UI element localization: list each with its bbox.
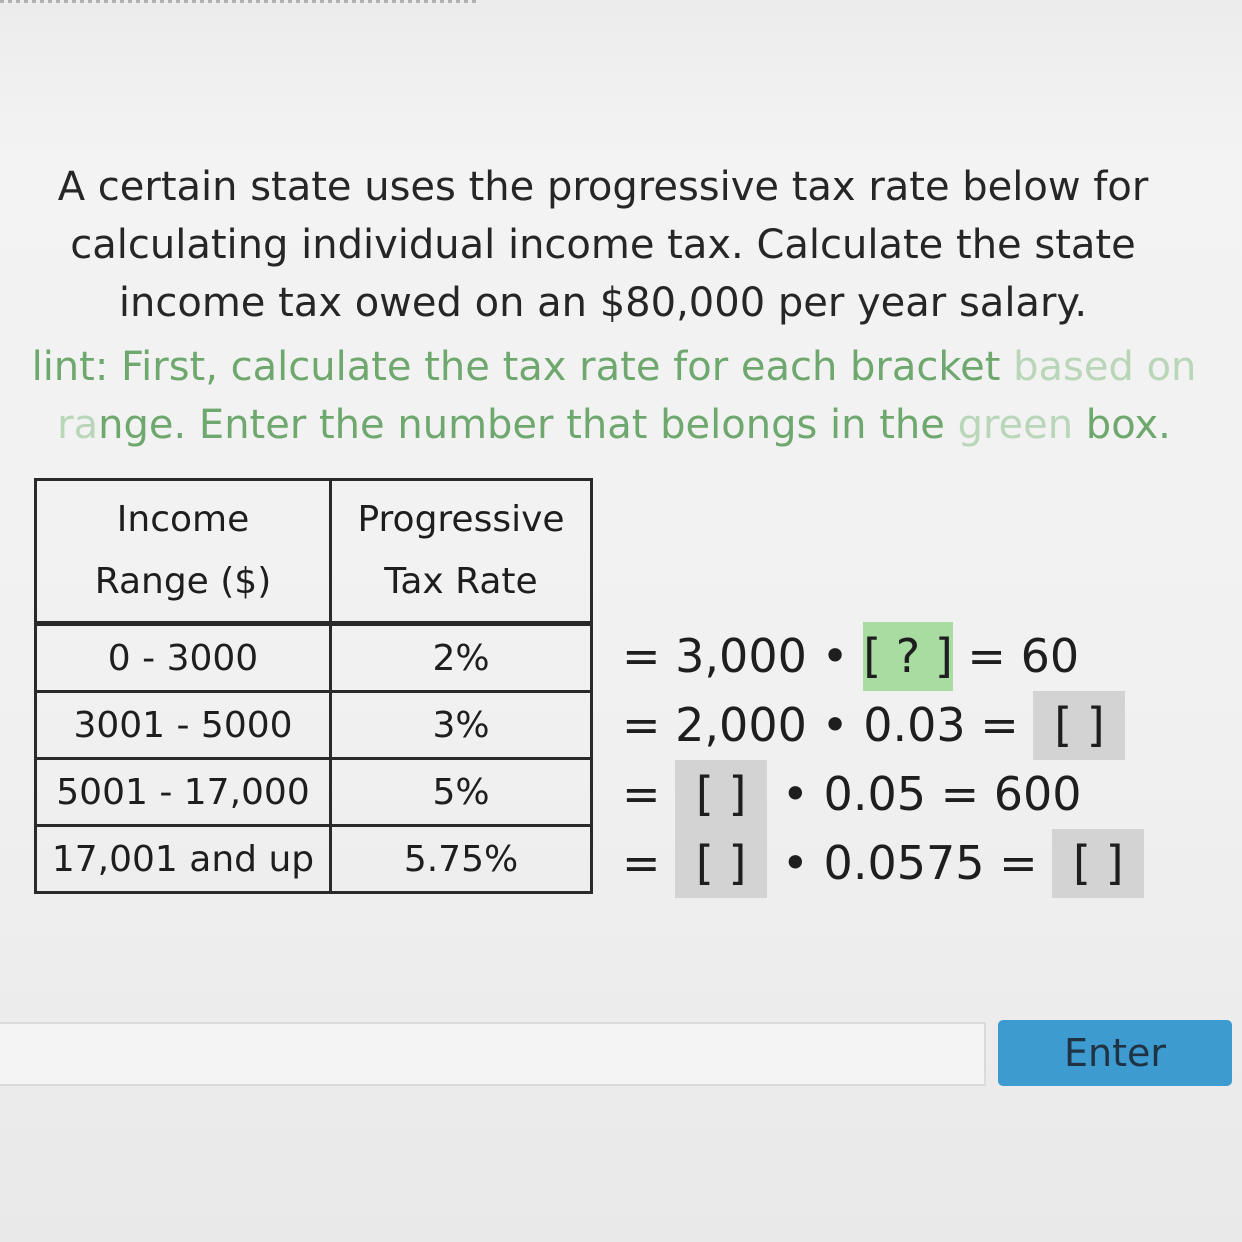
gray-blank-box: [ ] [1033,691,1125,760]
table-header-row [36,480,592,624]
equation-4-prefix: = [622,836,676,890]
enter-button[interactable]: Enter [998,1020,1232,1086]
tax-rate-header-line-1: Progressive [357,499,565,540]
hint-line-2 [0,396,1242,454]
equation-line-2 [622,691,1144,760]
tax-rate-header [331,480,592,624]
hint-line-2-text: nge. Enter the number that belongs in the [98,402,958,448]
income-range-header-line-2: Range ($) [94,561,272,602]
income-range-header-line-1: Income [116,499,250,540]
income-range-cell: 3001 - 5000 [36,692,331,759]
gray-blank-box: [ ] [675,760,767,829]
equation-list [622,622,1144,898]
hint-line-1 [0,338,1242,396]
table-row [36,624,592,692]
table-row [36,826,592,893]
tax-rate-cell: 5.75% [331,826,592,893]
income-range-cell: 17,001 and up [36,826,331,893]
equation-3-suffix: • 0.05 = 600 [767,767,1082,821]
tax-rate-header-line-2: Tax Rate [384,561,538,602]
answer-input[interactable] [0,1022,986,1086]
hint-line-1-faded: based on [1000,344,1197,390]
hint-line-1-text: lint: First, calculate the tax rate for each bracket [31,344,1001,390]
equation-line-4 [622,829,1144,898]
hint-line-2-end: box. [1073,402,1171,448]
question-line-2: calculating individual income tax. Calculate the state [70,222,1136,268]
question-text [8,158,1198,332]
top-divider [0,0,480,3]
equation-line-1 [622,622,1144,691]
equation-1-prefix: = 3,000 • [622,629,864,683]
table-row [36,759,592,826]
equation-3-prefix: = [622,767,676,821]
tax-rate-cell: 3% [331,692,592,759]
income-range-header [36,480,331,624]
income-range-cell: 0 - 3000 [36,624,331,692]
green-answer-box: [ ? ] [863,622,953,691]
tax-rate-cell: 2% [331,624,592,692]
tax-rate-cell: 5% [331,759,592,826]
tax-rate-table [34,478,593,894]
table-row [36,692,592,759]
equation-1-suffix: = 60 [952,629,1080,683]
gray-blank-box: [ ] [1052,829,1144,898]
hint-green-word: green [957,402,1074,448]
question-line-3: income tax owed on an $80,000 per year salary. [118,280,1088,326]
hint-text [0,338,1242,454]
gray-blank-box: [ ] [675,829,767,898]
equation-4-middle: • 0.0575 = [767,836,1053,890]
question-line-1: A certain state uses the progressive tax rate below for [57,164,1149,210]
income-range-cell: 5001 - 17,000 [36,759,331,826]
equation-2-prefix: = 2,000 • 0.03 = [622,698,1034,752]
equation-line-3 [622,760,1144,829]
hint-line-2-faded: ra [57,402,99,448]
